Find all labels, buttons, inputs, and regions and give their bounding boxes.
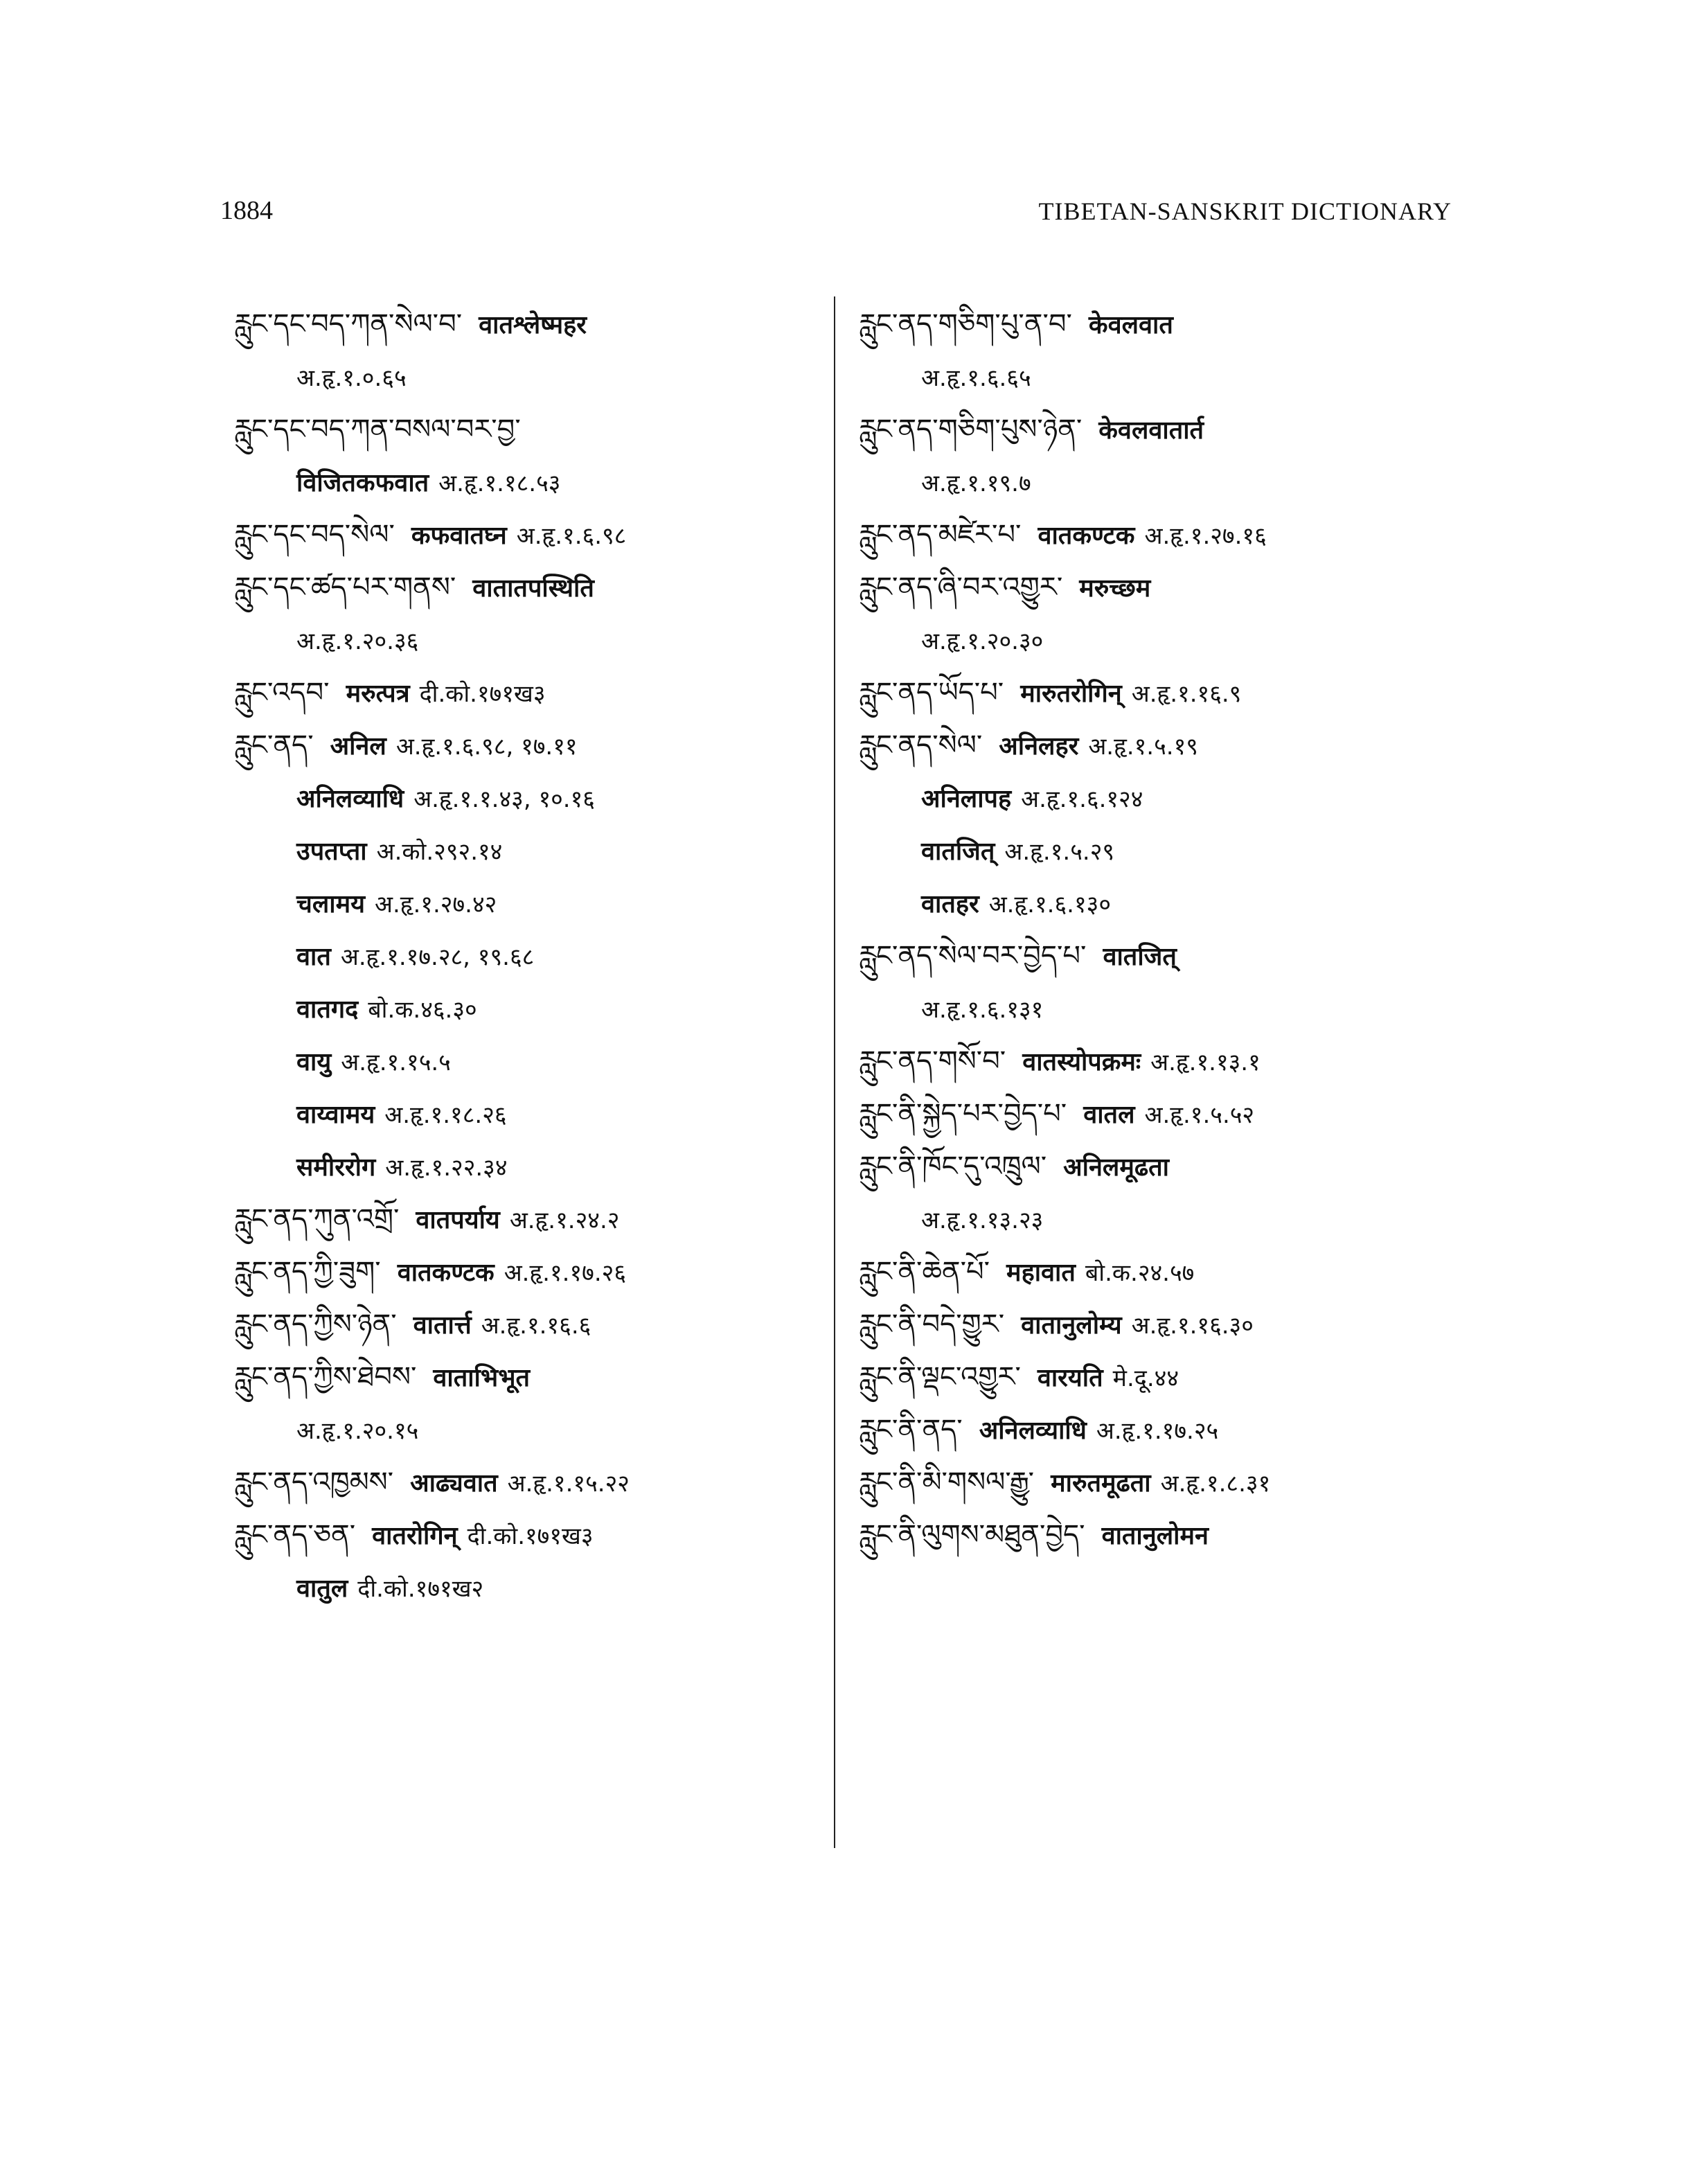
tibetan-headword: རླུང་ནད་འཁྱམས་ — [234, 1466, 394, 1498]
dictionary-line — [859, 1351, 1468, 1403]
tibetan-headword: རླུང་ནི་སྐྱེད་པར་བྱེད་པ་ — [859, 1098, 1067, 1130]
dictionary-line — [859, 1035, 1468, 1087]
tibetan-headword: རླུང་ནད་ཞི་བར་འགྱུར་ — [859, 571, 1063, 603]
dictionary-line — [859, 1403, 1468, 1456]
source-reference: अ.हृ.१.६.९८ — [516, 522, 627, 550]
source-reference: अ.हृ.१.१५.२२ — [507, 1470, 630, 1498]
source-reference: अ.हृ.१.६.१३१ — [921, 996, 1044, 1024]
dictionary-line — [859, 1245, 1468, 1298]
left-column — [234, 298, 823, 1614]
tibetan-headword: རླུང་ནི་ལྡང་འགྱུར་ — [859, 1361, 1021, 1393]
source-reference: अ.हृ.१.१८.२६ — [384, 1101, 507, 1129]
dictionary-line — [234, 877, 823, 930]
source-reference: अ.हृ.१.२७.१६ — [1144, 522, 1267, 550]
source-reference: बो.क.२४.५७ — [1085, 1259, 1195, 1287]
dictionary-line — [234, 350, 823, 403]
tibetan-headword: རླུང་ནད་ཀུན་འགྲོ་ — [234, 1203, 400, 1235]
column-divider — [834, 296, 835, 1848]
tibetan-headword: རླུང་ནད་གཅིག་པུས་ཉེན་ — [859, 414, 1083, 445]
source-reference: अ.हृ.१.१६.९ — [1131, 680, 1242, 708]
tibetan-headword: རླུང་ནད་ཅན་ — [234, 1519, 356, 1551]
tibetan-headword: རླུང་ནི་ཆེན་པོ་ — [859, 1256, 990, 1288]
dictionary-line — [859, 561, 1468, 614]
source-reference: अ.हृ.१.१६.३० — [1131, 1312, 1254, 1340]
sanskrit-equivalent: वातानुलोम्य — [1021, 1311, 1122, 1340]
tibetan-headword: རླུང་ནད་མཛེར་པ་ — [859, 519, 1022, 551]
sanskrit-equivalent: अनिलहर — [999, 732, 1079, 761]
tibetan-headword: རླུང་ནད་ཡོད་པ་ — [859, 677, 1004, 709]
sanskrit-equivalent: अनिलव्याधि — [296, 785, 404, 813]
sanskrit-equivalent: आढ्यवात — [410, 1469, 498, 1498]
tibetan-headword: རླུང་འདབ་ — [234, 677, 330, 709]
dictionary-line — [859, 982, 1468, 1035]
source-reference: अ.हृ.१.१५.५ — [341, 1049, 451, 1076]
source-reference: अ.को.२९२.१४ — [376, 838, 503, 866]
source-reference: मे.दू.४४ — [1112, 1365, 1179, 1392]
dictionary-line — [234, 1298, 823, 1351]
sanskrit-equivalent: वाय्वामय — [296, 1101, 375, 1129]
dictionary-line — [859, 1140, 1468, 1193]
source-reference: दी.को.१७१ख३ — [419, 680, 546, 708]
tibetan-headword: རླུང་ནད་གཅིག་པུ་ན་བ་ — [859, 308, 1072, 340]
source-reference: दी.को.१७१ख२ — [357, 1575, 484, 1603]
sanskrit-equivalent: मारुतरोगिन् — [1020, 680, 1122, 708]
dictionary-line — [234, 1140, 823, 1193]
tibetan-headword: རླུང་དང་བད་ཀན་བསལ་བར་བྱ་ — [234, 414, 521, 445]
sanskrit-equivalent: वातातपस्थिति — [472, 574, 594, 603]
tibetan-headword: རླུང་ནི་ལུགས་མཐུན་བྱེད་ — [859, 1519, 1085, 1551]
dictionary-line — [234, 1456, 823, 1509]
dictionary-line — [234, 1245, 823, 1298]
tibetan-headword: རླུང་ནད་སེལ་བར་བྱེད་པ་ — [859, 940, 1087, 972]
source-reference: अ.हृ.१.२७.४२ — [375, 891, 497, 918]
tibetan-headword: རླུང་ནད་ — [234, 729, 314, 761]
source-reference: अ.हृ.१.१३.२३ — [921, 1207, 1044, 1234]
tibetan-headword: རླུང་དང་ཚད་པར་གནས་ — [234, 571, 456, 603]
sanskrit-equivalent: अनिलमूढता — [1063, 1153, 1169, 1182]
dictionary-line — [234, 719, 823, 772]
source-reference: अ.हृ.१.०.६५ — [296, 364, 407, 392]
source-reference: अ.हृ.१.८.३१ — [1160, 1470, 1271, 1498]
dictionary-line — [234, 1561, 823, 1614]
source-reference: अ.हृ.१.२२.३४ — [385, 1154, 508, 1182]
source-reference: अ.हृ.१.६.६५ — [921, 364, 1031, 392]
sanskrit-equivalent: वातार्त्त — [413, 1311, 472, 1340]
sanskrit-equivalent: वातगद — [296, 995, 359, 1024]
sanskrit-equivalent: वारयति — [1037, 1364, 1103, 1392]
dictionary-line — [859, 1456, 1468, 1509]
source-reference: अ.हृ.१.२४.२ — [509, 1207, 620, 1234]
sanskrit-equivalent: वातस्योपक्रमः — [1022, 1048, 1141, 1076]
page-number: 1884 — [220, 196, 273, 225]
source-reference: अ.हृ.१.६.१२४ — [1021, 785, 1143, 813]
tibetan-headword: རླུང་དང་བད་ཀན་སེལ་བ་ — [234, 308, 463, 340]
dictionary-line — [859, 350, 1468, 403]
dictionary-line — [234, 561, 823, 614]
sanskrit-equivalent: केवलवातार्त — [1098, 416, 1204, 445]
source-reference: अ.हृ.१.१३.१ — [1150, 1049, 1261, 1076]
dictionary-line — [234, 1035, 823, 1087]
sanskrit-equivalent: वातश्लेष्महर — [479, 311, 587, 339]
sanskrit-equivalent: कफवातघ्न — [411, 522, 507, 550]
dictionary-line — [234, 666, 823, 719]
dictionary-line — [859, 877, 1468, 930]
dictionary-line — [859, 719, 1468, 772]
sanskrit-equivalent: वायु — [296, 1048, 332, 1076]
dictionary-line — [859, 1087, 1468, 1140]
dictionary-line — [859, 456, 1468, 508]
dictionary-line — [234, 1087, 823, 1140]
dictionary-line — [234, 824, 823, 877]
dictionary-line — [859, 614, 1468, 666]
sanskrit-equivalent: वातकण्टक — [1037, 522, 1135, 550]
dictionary-line — [234, 982, 823, 1035]
tibetan-headword: རླུང་ནི་ཁོང་དུ་འཁྲུལ་ — [859, 1151, 1047, 1182]
dictionary-line — [859, 1509, 1468, 1561]
source-reference: अ.हृ.१.२०.३६ — [296, 628, 419, 655]
sanskrit-equivalent: वातजित् — [1103, 943, 1177, 971]
source-reference: अ.हृ.१.५.२९ — [1004, 838, 1115, 866]
source-reference: अ.हृ.१.२०.१५ — [296, 1417, 419, 1445]
dictionary-line — [859, 930, 1468, 982]
sanskrit-equivalent: वातहर — [921, 890, 979, 918]
dictionary-line — [234, 1193, 823, 1245]
dictionary-line — [234, 456, 823, 508]
sanskrit-equivalent: वातकण्टक — [397, 1259, 495, 1287]
sanskrit-equivalent: मारुतमूढता — [1051, 1469, 1151, 1498]
source-reference: अ.हृ.१.१८.५३ — [438, 470, 561, 497]
dictionary-line — [234, 1403, 823, 1456]
dictionary-line — [234, 298, 823, 350]
source-reference: अ.हृ.१.२०.३० — [921, 628, 1044, 655]
tibetan-headword: རླུང་ནད་ཀྱིས་ཉེན་ — [234, 1308, 397, 1340]
sanskrit-equivalent: महावात — [1006, 1259, 1076, 1287]
sanskrit-equivalent: वातानुलोमन — [1101, 1522, 1209, 1550]
tibetan-headword: རླུང་ནད་གསོ་བ་ — [859, 1045, 1006, 1077]
source-reference: अ.हृ.१.६.९८, १७.११ — [395, 733, 578, 761]
source-reference: दी.को.१७१ख३ — [467, 1522, 594, 1550]
sanskrit-equivalent: मरुच्छम — [1079, 574, 1151, 603]
right-column — [859, 298, 1468, 1561]
dictionary-line — [859, 824, 1468, 877]
dictionary-line — [234, 1509, 823, 1561]
sanskrit-equivalent: उपतप्ता — [296, 837, 367, 866]
tibetan-headword: རླུང་ནི་བདེ་གྱུར་ — [859, 1308, 1005, 1340]
dictionary-line — [234, 772, 823, 824]
dictionary-line — [234, 614, 823, 666]
sanskrit-equivalent: चलामय — [296, 890, 366, 918]
source-reference: अ.हृ.१.१६.६ — [481, 1312, 591, 1340]
source-reference: अ.हृ.१.१७.२६ — [504, 1259, 627, 1287]
sanskrit-equivalent: मरुत्पत्र — [346, 680, 410, 708]
tibetan-headword: རླུང་ནི་མི་གསལ་རྒྱུ་ — [859, 1466, 1035, 1498]
dictionary-line — [234, 508, 823, 561]
sanskrit-equivalent: वातपर्याय — [416, 1206, 500, 1234]
sanskrit-equivalent: केवलवात — [1088, 311, 1173, 339]
sanskrit-equivalent: वातरोगिन् — [372, 1522, 458, 1550]
running-title: TIBETAN-SANSKRIT DICTIONARY — [1038, 197, 1452, 225]
dictionary-line — [859, 772, 1468, 824]
tibetan-headword: རླུང་ནི་ནད་ — [859, 1414, 963, 1446]
source-reference: अ.हृ.१.१७.२८, १९.६८ — [340, 943, 535, 971]
sanskrit-equivalent: समीररोग — [296, 1153, 376, 1182]
sanskrit-equivalent: अनिल — [330, 732, 386, 761]
source-reference: अ.हृ.१.१९.७ — [921, 470, 1031, 497]
source-reference: अ.हृ.१.५.५२ — [1144, 1101, 1255, 1129]
dictionary-line — [859, 1193, 1468, 1245]
dictionary-line — [859, 1298, 1468, 1351]
source-reference: अ.हृ.१.६.१३० — [988, 891, 1112, 918]
dictionary-line — [234, 403, 823, 456]
sanskrit-equivalent: वात — [296, 943, 331, 971]
source-reference: अ.हृ.१.१७.२५ — [1096, 1417, 1219, 1445]
sanskrit-equivalent: वातुल — [296, 1574, 348, 1603]
sanskrit-equivalent: विजितकफवात — [296, 469, 429, 497]
source-reference: अ.हृ.१.५.१९ — [1088, 733, 1198, 761]
dictionary-line — [234, 1351, 823, 1403]
dictionary-line — [859, 298, 1468, 350]
tibetan-headword: རླུང་ནད་སེལ་ — [859, 729, 983, 761]
sanskrit-equivalent: वाताभिभूत — [433, 1364, 531, 1392]
dictionary-line — [859, 666, 1468, 719]
dictionary-line — [859, 508, 1468, 561]
sanskrit-equivalent: अनिलव्याधि — [979, 1417, 1087, 1445]
dictionary-line — [859, 403, 1468, 456]
sanskrit-equivalent: अनिलापह — [921, 785, 1012, 813]
tibetan-headword: རླུང་དང་བད་སེལ་ — [234, 519, 395, 551]
source-reference: अ.हृ.१.१.४३, १०.१६ — [413, 785, 595, 813]
tibetan-headword: རླུང་ནད་ཀྱིས་ཐེབས་ — [234, 1361, 417, 1393]
source-reference: बो.क.४६.३० — [368, 996, 477, 1024]
sanskrit-equivalent: वातजित् — [921, 837, 995, 866]
sanskrit-equivalent: वातल — [1083, 1101, 1135, 1129]
tibetan-headword: རླུང་ནད་ཀྱི་ཟུག་ — [234, 1256, 381, 1288]
dictionary-line — [234, 930, 823, 982]
